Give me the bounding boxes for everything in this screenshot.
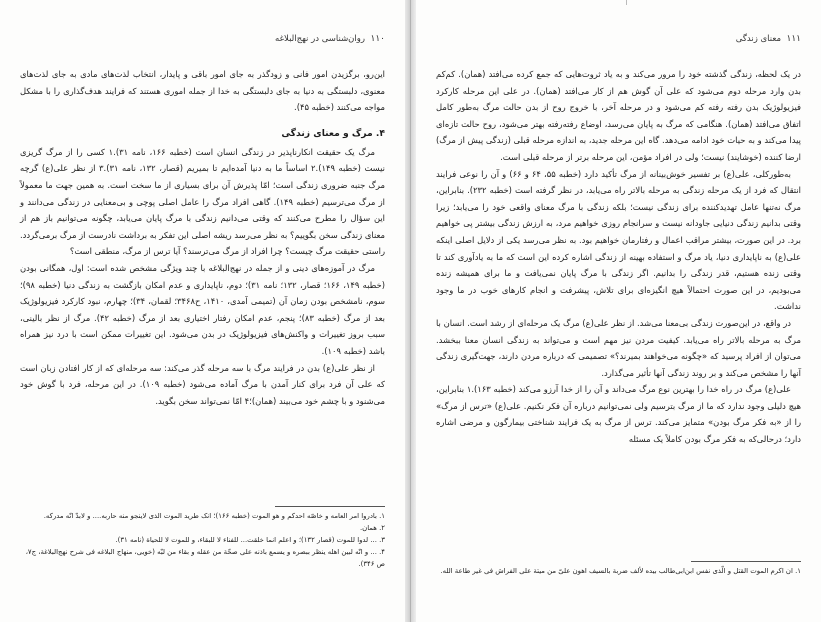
body-paragraph: مرگ در آموزه‌های دینی و از جمله در نهج‌البلاغه با چند ویژگی مشخص شده است: اول، همگانی بودن (خطبه ۱۴۹، ۱۶۶؛ قصار، ۱۳۲؛ نامه ۳۱)؛ دوم، ناپایداری و عدم امکان بازگشت به زندگی دنیا (خطبه ۹۸)؛ سوم، نامشخص بودن زمان آن (تمیمی آمدی، ۱۴۱۰، ح۳۴۶۸؛ لقمان، ۳۴)؛ چهارم، نبود کارکرد فیزیولوژیک بعد از مرگ (خطبه ۸۳)؛ پنجم، عدم امکان رفتار اختیاری بعد از مرگ (خطبه ۴۲). مرگ از نظر بالینی، سبب بروز تغییرات و واکنش‌های فیزیولوژیک در بدن می‌شود. این تغییرات ممکن است با درد نیز همراه باشد (خطبه ۱۰۹). (20, 262, 385, 356)
left-footnotes (20, 510, 385, 570)
footnote: ۱. بادروا امر العامه و خاصّه احدکم و هو الموت (خطبه ۱۶۶)؛ انک طرید الموت الذی لاینجو منه حاربه.... و لابدّ انّه مدرکه. (43, 512, 385, 520)
left-page-header (20, 34, 385, 48)
right-page-header (436, 34, 801, 48)
book-gutter (405, 0, 416, 622)
intro-paragraph: این‌رو، برگزیدن امور فانی و زودگذر به جای امور باقی و پایدار، انتخاب لذت‌های مادی به جای لذت‌های معنوی، دلبستگی به دنیا به جای دلبستگی به خدا از جمله اموری هستند که فرایند هدف‌گذاری را با مشکل مواجه می‌کنند (خطبه ۴۵). (20, 69, 385, 113)
scan-mark (626, 0, 627, 5)
body-paragraph: مرگ یک حقیقت انکارناپذیر در زندگی انسان است (خطبه ۱۶۶، نامه ۳۱).۱ کسی را از مرگ گریزی نیست (خطبه ۱۴۹).۲ اساساً ما به دنیا آمده‌ایم تا بمیریم (قصار، ۱۳۲، نامه ۳۱).۳ از نظر علی(ع) گرچه مرگ جنبه ضروری زندگی است؛ امّا پذیرش آن برای بسیاری از ما سخت است. به همین جهت ما معمولاً از مرگ می‌ترسیم (خطبه ۱۴۹). گاهی افراد مرگ را عامل اصلی پوچی و بی‌معنایی در زندگی می‌دانند و این سؤال را مطرح می‌کنند که وقتی می‌دانیم زندگی با مرگ پایان می‌یابد، چگونه می‌توانیم باز هم از معنای زندگی سخن بگوییم؟ به نظر می‌رسد ریشه اصلی این تفکر به برداشت نادرست از مرگ برمی‌گردد. راستی حقیقت مرگ چیست؟ چرا افراد از مرگ می‌ترسند؟ آیا ترس از مرگ، منطقی است؟ (20, 146, 385, 257)
right-page-number: ۱۱۱ (786, 34, 801, 44)
body-paragraph: به‌طورکلی، علی(ع) بر تفسیر خوش‌بینانه از مرگ تأکید دارد (خطبه ۵۵، ۶۴ و ۶۶) و آن را نوعی فرایند انتقال که فرد از یک مرحله زندگی به مرحله بالاتر راه می‌یابد، در نظر گرفته است (خطبه ۲۳۲). بنابراین، مرگ نه‌تنها عامل تهدیدکننده برای زندگی نیست؛ بلکه زندگی با مرگ معنای واقعی خود را می‌یابد؛ زیرا وقتی بدانیم زندگی دنیایی جاودانه نیست و سرانجام روزی خواهیم مرد، به ارزش زندگی بیشتر پی خواهیم برد. در این صورت، بیشتر مراقب اعمال و رفتارمان خواهیم بود. به نظر می‌رسد یکی از دلایل اصلی اینکه علی(ع) به ناپایداری دنیا، یاد مرگ و استفاده بهینه از زندگی اشاره کرده این است که ما به یادآوری کند تا وقتی زنده هستیم، قدر زندگی را بدانیم. اگر زندگی با مرگ پایان نمی‌یافت و ما برای همیشه زنده می‌بودیم، در این صورت احتمالاً هیچ انگیزه‌ای برای تلاش، پیشرفت و انجام کارهای خوب در ما وجود نداشت. (436, 168, 801, 312)
right-page-body (436, 66, 801, 448)
body-paragraph: در یک لحظه، زندگی گذشته خود را مرور می‌کند و به یاد ثروت‌هایی که جمع کرده می‌افتد (همان). کم‌کم بدن وارد مرحله دوم می‌شود که علی آن گوش هم از کار می‌افتد (همان). در علی این مرحله کارکرد فیزیولوژیک بدن رفته رفته کم می‌شود و در مرحله آخر، با خروج روح از بدن حالت مرگ به‌طور کامل اتفاق می‌افتد (همان). هنگامی که مرگ به پایان می‌رسد، اوضاع رفته‌رفته بهتر می‌شود، روح حالت تازه‌ای پیدا می‌کند و به حیات خود ادامه می‌دهد. گاه این مرحله جدید، به اندازه مرحله قبلی (زندگی پیش از مرگ) ارضا کننده (خوشایند) نیست؛ ولی در افراد مؤمن، این مرحله برتر از مرحله قبلی است. (436, 69, 801, 162)
footnote-separator (275, 506, 385, 507)
left-page (0, 0, 405, 622)
right-page (416, 0, 821, 622)
section-heading: ۴. مرگ و معنای زندگی (281, 127, 385, 139)
right-running-title: معنای زندگی (735, 34, 781, 44)
footnote: ۳. ... لدوا للموت (قصار ۱۳۲)؛ و اعلم انما خلقت... للفناء لا للبقاء، و للموت لا للحیاة (نامه ۳۱). (115, 536, 385, 544)
left-page-body (20, 66, 385, 409)
body-paragraph: در واقع، در این‌صورت زندگی بی‌معنا می‌شد. از نظر علی(ع) مرگ یک مرحله‌ای از رشد است. انسان با مرگ به مرحله بالاتر راه می‌یابد. کیفیت مردن نیز مهم است و می‌تواند به زندگی انسان معنا ببخشد. می‌توان از افراد پرسید که «چگونه می‌خواهند بمیرند؟» تصمیمی که درباره مردن دارند، جهت‌گیری زندگی آنها را مشخص می‌کند و بر روند زندگی آنها تأثیر می‌گذارد. (436, 317, 801, 378)
left-page-number: ۱۱۰ (370, 34, 385, 44)
footnote: ۲. همان. (359, 524, 385, 532)
body-paragraph: علی(ع) مرگ در راه خدا را بهترین نوع مرگ می‌داند و آن را از خدا آرزو می‌کند (خطبه ۱۶۳).۱ بنابراین، هیچ دلیلی وجود ندارد که ما از مرگ بترسیم ولی نمی‌توانیم درباره آن فکر نکنیم. علی(ع) «ترس از مرگ» را از «به فکر مرگ بودن» متمایز می‌کند. ترس از مرگ به یک فرایند شناختی بیمارگون و مرضی اشاره دارد؛ درحالی‌که به فکر مرگ بودن کاملاً یک مسئله (436, 384, 801, 445)
body-paragraph: از نظر علی(ع) بدن در فرایند مرگ با سه مرحله گذر می‌کند: سه مرحله‌ای که از کار افتادن زبان است که علی آن فرد برای کنار آمدن با مرگ آماده می‌شود (خطبه ۱۰۹). در این مرحله، فرد با گوش خود می‌شنود و با چشم خود می‌بیند (همان)؛۴ امّا نمی‌تواند سخن بگوید. (20, 362, 385, 406)
left-running-title: روان‌شناسی در نهج‌البلاغه (275, 34, 365, 44)
footnote: ۴. ... و انّه لبین اهله ینظر ببصره و یسمع باذنه علی صحّة من عقله و بقاء من لبّه (خویی، منهاج البلاغه فی شرح نهج‌البلاغة، ج۷، ص ۳۴۶). (25, 548, 385, 568)
right-footnotes (436, 565, 801, 577)
footnote: ۱. ان اکرم الموت القتل و الّذی نفس ابن‌ابی‌طالب بیده لألف ضربة بالسیف اهون علیّ من میتة علی الفراش فی غیر طاعة الله. (440, 567, 801, 575)
footnote-separator (691, 561, 801, 562)
